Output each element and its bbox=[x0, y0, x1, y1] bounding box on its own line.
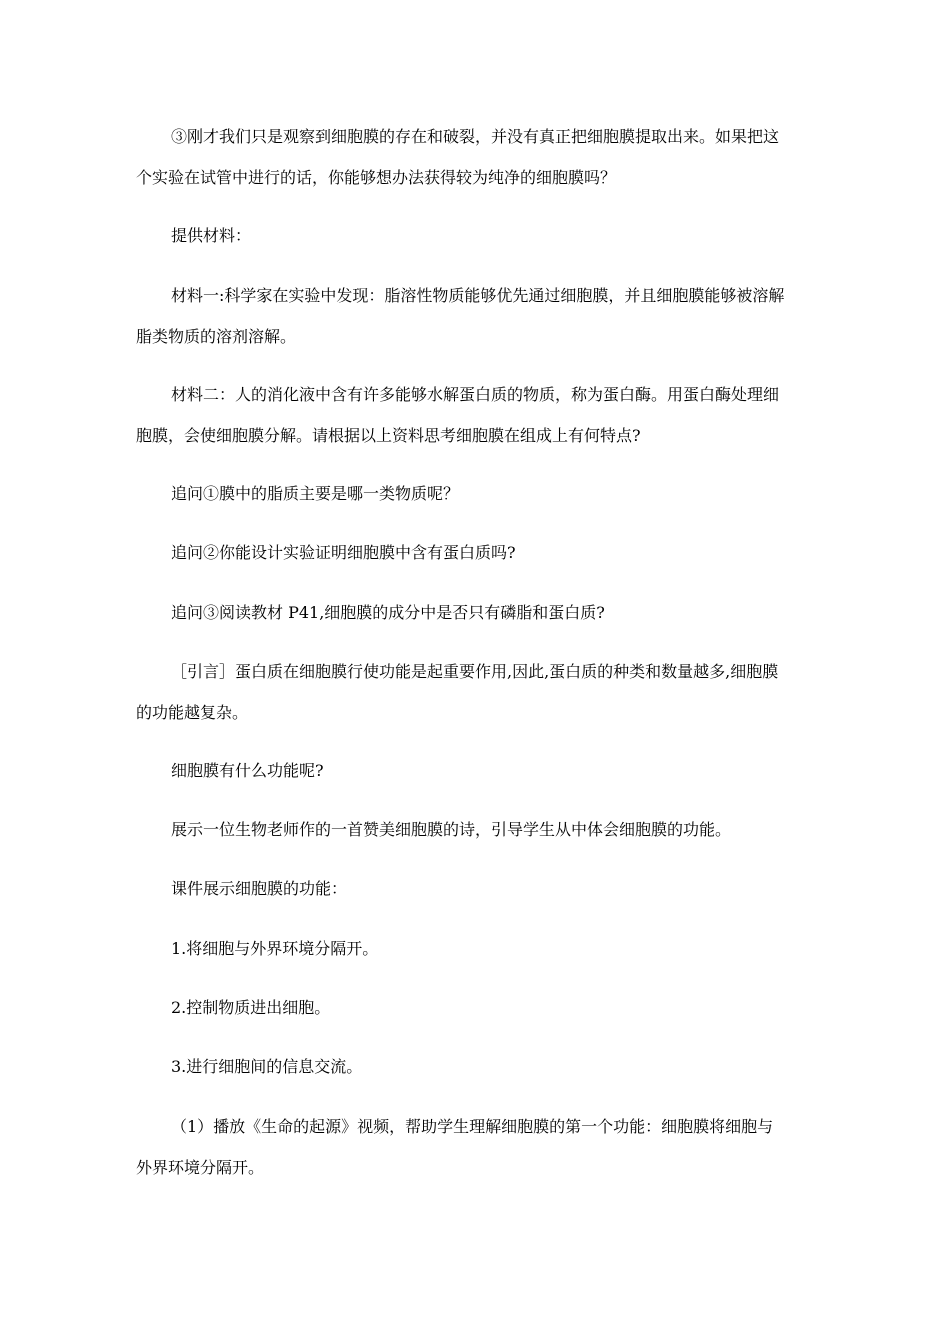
paragraph-introduction bbox=[136, 651, 814, 733]
paragraph-functions-heading bbox=[136, 868, 814, 909]
paragraph-line: 追问①膜中的脂质主要是哪一类物质呢？ bbox=[171, 484, 460, 503]
paragraph-line: 的功能越复杂。 bbox=[136, 703, 249, 722]
paragraph-line: 3.进行细胞间的信息交流。 bbox=[171, 1057, 363, 1076]
paragraph-line: 展示一位生物老师作的一首赞美细胞膜的诗，引导学生从中体会细胞膜的功能。 bbox=[171, 820, 732, 839]
list-item-function-three bbox=[136, 1046, 814, 1087]
paragraph-line: 追问②你能设计实验证明细胞膜中含有蛋白质吗? bbox=[171, 543, 516, 562]
paragraph-poem bbox=[136, 809, 814, 850]
paragraph-question-three bbox=[136, 592, 814, 633]
paragraph-line: 2.控制物质进出细胞。 bbox=[171, 998, 331, 1017]
paragraph-line: ③刚才我们只是观察到细胞膜的存在和破裂，并没有真正把细胞膜提取出来。如果把这 bbox=[171, 127, 780, 146]
paragraph-line: 材料二：人的消化液中含有许多能够水解蛋白质的物质，称为蛋白酶。用蛋白酶处理细 bbox=[171, 385, 780, 404]
paragraph-question-one bbox=[136, 473, 814, 514]
paragraph-line: 细胞膜有什么功能呢? bbox=[171, 761, 324, 780]
paragraph-line: 脂类物质的溶剂溶解。 bbox=[136, 327, 297, 346]
paragraph-function-question bbox=[136, 750, 814, 791]
paragraph-materials-heading bbox=[136, 215, 814, 256]
paragraph-line: 提供材料： bbox=[171, 226, 252, 245]
paragraph-line: 追问③阅读教材 P41,细胞膜的成分中是否只有磷脂和蛋白质? bbox=[171, 603, 605, 622]
paragraph-line: 材料一:科学家在实验中发现：脂溶性物质能够优先通过细胞膜，并且细胞膜能够被溶解 bbox=[171, 286, 785, 305]
paragraph-line: （1）播放《生命的起源》视频，帮助学生理解细胞膜的第一个功能：细胞膜将细胞与 bbox=[171, 1117, 774, 1136]
paragraph-line: ［引言］蛋白质在细胞膜行使功能是起重要作用,因此,蛋白质的种类和数量越多,细胞膜 bbox=[171, 662, 779, 681]
paragraph-material-two bbox=[136, 374, 814, 456]
list-item-function-two bbox=[136, 987, 814, 1028]
paragraph-material-one bbox=[136, 275, 814, 357]
paragraph-line: 课件展示细胞膜的功能： bbox=[171, 879, 348, 898]
paragraph-question-two bbox=[136, 532, 814, 573]
paragraph-line: 个实验在试管中进行的话，你能够想办法获得较为纯净的细胞膜吗？ bbox=[136, 168, 617, 187]
paragraph-extract-membrane bbox=[136, 116, 814, 198]
paragraph-line: 胞膜，会使细胞膜分解。请根据以上资料思考细胞膜在组成上有何特点? bbox=[136, 426, 641, 445]
paragraph-video bbox=[136, 1106, 814, 1188]
list-item-function-one bbox=[136, 928, 814, 969]
paragraph-line: 1.将细胞与外界环境分隔开。 bbox=[171, 939, 379, 958]
paragraph-line: 外界环境分隔开。 bbox=[136, 1158, 265, 1177]
